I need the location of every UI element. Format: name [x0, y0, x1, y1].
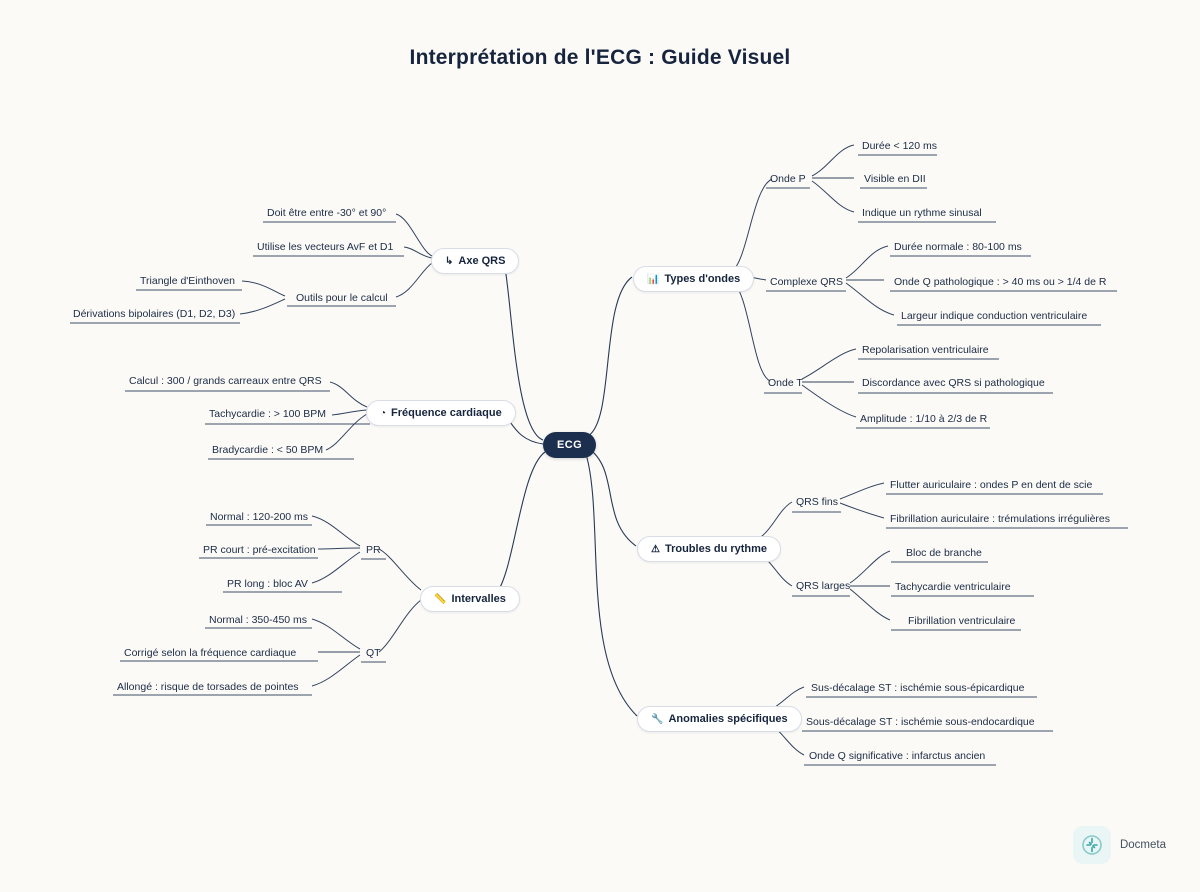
wrench-branch-icon: 🔧 [651, 714, 664, 725]
branch-axe-qrs-label: Axe QRS [458, 255, 506, 267]
leaf-pr-normal[interactable]: Normal : 120-200 ms [210, 511, 309, 523]
leaf-triangle-einthoven[interactable]: Triangle d'Einthoven [140, 275, 236, 287]
brand-name: Docmeta [1119, 839, 1166, 851]
leaf-qt-normal[interactable]: Normal : 350-450 ms [209, 614, 308, 626]
leaf-axe-range[interactable]: Doit être entre -30° et 90° [267, 207, 387, 219]
leaf-bloc-de-branche[interactable]: Bloc de branche [906, 547, 982, 559]
warning-branch-icon: ⚠ [651, 544, 660, 555]
sub-onde-p[interactable]: Onde P [770, 173, 806, 185]
leaf-derivations-bipolaires[interactable]: Dérivations bipolaires (D1, D2, D3) [73, 308, 236, 320]
root-node[interactable] [543, 432, 596, 458]
chart-branch-icon: 📊 [647, 274, 660, 285]
leaf-calcul-300[interactable]: Calcul : 300 / grands carreaux entre QRS [129, 375, 322, 387]
branch-troubles-rythme-label: Troubles du rythme [664, 543, 768, 555]
sub-qrs-fins[interactable]: QRS fins [796, 496, 839, 508]
branch-anomalies-specifiques-label: Anomalies spécifiques [668, 713, 788, 725]
root-node-label: ECG [557, 439, 583, 451]
branch-frequence-cardiaque[interactable] [366, 400, 516, 426]
leaf-onde-t-discordance[interactable]: Discordance avec QRS si pathologique [862, 377, 1045, 389]
leaf-onde-t-repolarisation[interactable]: Repolarisation ventriculaire [862, 344, 989, 356]
branch-types-ondes-label: Types d'ondes [664, 273, 741, 285]
sub-onde-t[interactable]: Onde T [768, 377, 803, 389]
branch-intervalles[interactable] [420, 586, 520, 612]
branch-anomalies-specifiques[interactable] [637, 706, 802, 732]
branch-axe-qrs[interactable] [431, 248, 519, 274]
leaf-axe-vecteurs[interactable]: Utilise les vecteurs AvF et D1 [257, 241, 394, 253]
leaf-onde-q-patho[interactable]: Onde Q pathologique : > 40 ms ou > 1/4 de R [894, 276, 1107, 288]
leaf-sous-decalage-st[interactable]: Sous-décalage ST : ischémie sous-endocardique [806, 716, 1035, 728]
leaf-fibrillation-ventriculaire[interactable]: Fibrillation ventriculaire [908, 615, 1016, 627]
leaf-sus-decalage-st[interactable]: Sus-décalage ST : ischémie sous-épicardique [811, 682, 1025, 694]
page-title: Interprétation de l'ECG : Guide Visuel [409, 46, 791, 69]
branch-troubles-rythme[interactable] [637, 536, 781, 562]
branch-types-ondes[interactable] [633, 266, 754, 292]
leaf-onde-p-duree[interactable]: Durée < 120 ms [862, 140, 937, 152]
leaf-onde-q-significative[interactable]: Onde Q significative : infarctus ancien [809, 750, 986, 762]
branch-frequence-cardiaque-label: Fréquence cardiaque [391, 407, 502, 419]
clock-branch-icon: ◔ [380, 408, 387, 419]
sub-qrs-larges[interactable]: QRS larges [796, 580, 851, 592]
leaf-tachycardie-ventriculaire[interactable]: Tachycardie ventriculaire [895, 581, 1011, 593]
sub-complexe-qrs[interactable]: Complexe QRS [770, 276, 843, 288]
leaf-fibrillation-auriculaire[interactable]: Fibrillation auriculaire : trémulations irrégulières [890, 513, 1111, 525]
leaf-qt-allonge[interactable]: Allongé : risque de torsades de pointes [117, 681, 299, 693]
leaf-bradycardie[interactable]: Bradycardie : < 50 BPM [212, 444, 324, 456]
leaf-onde-t-amplitude[interactable]: Amplitude : 1/10 à 2/3 de R [860, 413, 988, 425]
leaf-flutter-auriculaire[interactable]: Flutter auriculaire : ondes P en dent de scie [890, 479, 1093, 491]
sub-qt[interactable]: QT [366, 647, 381, 659]
leaf-qrs-duree[interactable]: Durée normale : 80-100 ms [894, 241, 1022, 253]
ruler-branch-icon: 📏 [434, 594, 447, 605]
docmeta-logo-icon [1073, 826, 1111, 864]
leaf-onde-p-sinusal[interactable]: Indique un rythme sinusal [862, 207, 982, 219]
branch-intervalles-label: Intervalles [451, 593, 506, 605]
leaf-pr-court[interactable]: PR court : pré-excitation [203, 544, 316, 556]
leaf-pr-long[interactable]: PR long : bloc AV [227, 578, 308, 590]
leaf-qt-corrige[interactable]: Corrigé selon la fréquence cardiaque [124, 647, 297, 659]
sub-pr[interactable]: PR [366, 544, 381, 556]
leaf-qrs-largeur[interactable]: Largeur indique conduction ventriculaire [901, 310, 1088, 322]
brand-logo [1073, 826, 1166, 864]
arrow-branch-icon: ↳ [445, 256, 454, 267]
leaf-onde-p-dii[interactable]: Visible en DII [864, 173, 926, 185]
leaf-tachycardie[interactable]: Tachycardie : > 100 BPM [209, 408, 327, 420]
sub-outils-calcul[interactable]: Outils pour le calcul [296, 292, 388, 304]
